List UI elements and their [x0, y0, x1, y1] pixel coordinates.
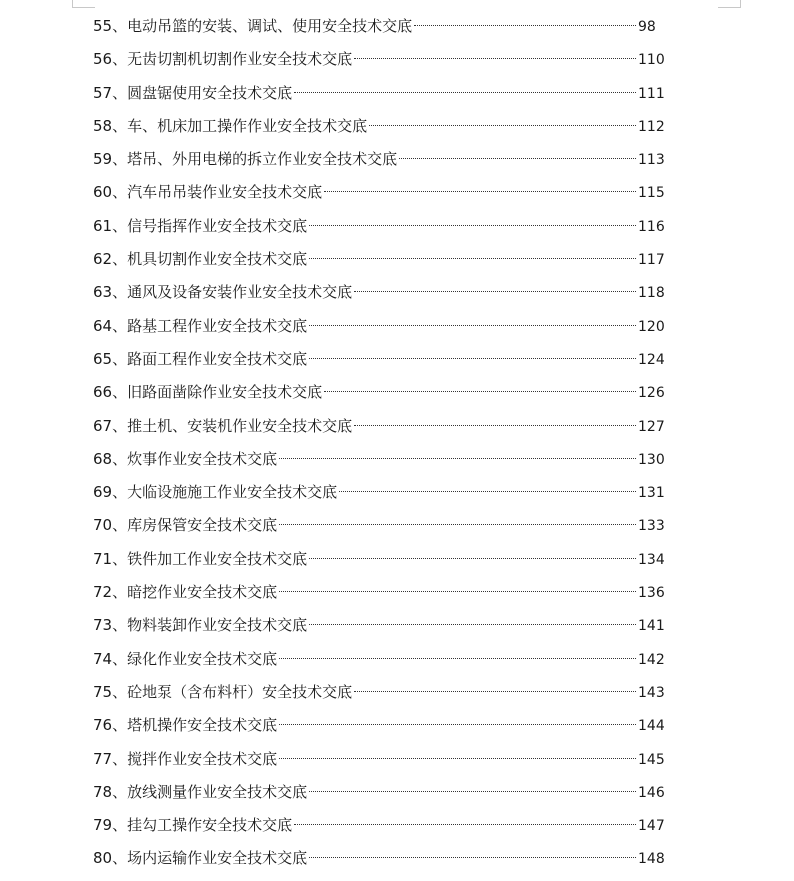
toc-dot-leader — [369, 125, 636, 126]
toc-entry-title: 60、汽车吊吊装作业安全技术交底 — [93, 183, 323, 202]
toc-dot-leader — [279, 591, 636, 592]
crop-mark-left — [72, 0, 95, 8]
toc-page-number: 145 — [638, 751, 665, 768]
toc-page-number: 141 — [638, 618, 665, 635]
toc-entry[interactable] — [93, 809, 668, 842]
toc-entry[interactable] — [93, 110, 668, 143]
toc-dot-leader — [279, 724, 636, 725]
toc-page-number: 146 — [638, 784, 665, 801]
toc-dot-leader — [309, 358, 636, 359]
toc-entry-title: 72、暗挖作业安全技术交底 — [93, 583, 278, 602]
toc-entry-title: 57、圆盘锯使用安全技术交底 — [93, 83, 293, 102]
toc-entry-title: 55、电动吊篮的安装、调试、使用安全技术交底 — [93, 17, 413, 35]
toc-entry-title: 77、搅拌作业安全技术交底 — [93, 749, 278, 768]
toc-entry[interactable] — [93, 842, 668, 875]
toc-page-number: 117 — [638, 252, 665, 269]
toc-page-number: 142 — [638, 651, 665, 668]
toc-entry[interactable] — [93, 77, 668, 110]
toc-dot-leader — [294, 824, 636, 825]
toc-entry[interactable] — [93, 776, 668, 809]
toc-entry[interactable] — [93, 343, 668, 376]
toc-entry[interactable] — [93, 143, 668, 176]
toc-entry-title: 58、车、机床加工操作作业安全技术交底 — [93, 116, 368, 135]
table-of-contents — [93, 10, 668, 876]
toc-page-number: 136 — [638, 585, 665, 602]
toc-page-number: 144 — [638, 718, 665, 735]
toc-entry-title: 69、大临设施施工作业安全技术交底 — [93, 483, 338, 502]
toc-dot-leader — [294, 92, 636, 93]
toc-entry[interactable] — [93, 643, 668, 676]
toc-entry-title: 75、砼地泵（含布料杆）安全技术交底 — [93, 682, 353, 701]
toc-dot-leader — [354, 58, 636, 59]
toc-entry[interactable] — [93, 210, 668, 243]
toc-dot-leader — [309, 624, 636, 625]
toc-entry-title: 65、路面工程作业安全技术交底 — [93, 349, 308, 368]
toc-dot-leader — [279, 458, 636, 459]
toc-entry-title: 74、绿化作业安全技术交底 — [93, 649, 278, 668]
toc-page-number: 98 — [638, 19, 656, 35]
toc-dot-leader — [309, 558, 636, 559]
toc-dot-leader — [354, 691, 636, 692]
toc-page-number: 120 — [638, 318, 665, 335]
crop-mark-right — [718, 0, 741, 8]
toc-dot-leader — [279, 524, 636, 525]
toc-entry[interactable] — [93, 609, 668, 642]
toc-dot-leader — [324, 391, 636, 392]
toc-dot-leader — [309, 258, 636, 259]
toc-page-number: 131 — [638, 485, 665, 502]
toc-page-number: 112 — [638, 118, 665, 135]
toc-entry[interactable] — [93, 176, 668, 209]
toc-entry[interactable] — [93, 676, 668, 709]
toc-page-number: 133 — [638, 518, 665, 535]
toc-entry-title: 78、放线测量作业安全技术交底 — [93, 782, 308, 801]
toc-dot-leader — [354, 425, 636, 426]
toc-entry[interactable] — [93, 543, 668, 576]
toc-entry[interactable] — [93, 376, 668, 409]
toc-entry-title: 59、塔吊、外用电梯的拆立作业安全技术交底 — [93, 150, 398, 169]
toc-entry-title: 68、炊事作业安全技术交底 — [93, 449, 278, 468]
toc-entry[interactable] — [93, 709, 668, 742]
toc-dot-leader — [324, 191, 636, 192]
toc-entry-title: 64、路基工程作业安全技术交底 — [93, 316, 308, 335]
toc-entry-title: 56、无齿切割机切割作业安全技术交底 — [93, 50, 353, 69]
toc-page-number: 111 — [638, 85, 665, 102]
toc-entry[interactable] — [93, 310, 668, 343]
toc-dot-leader — [309, 225, 636, 226]
toc-entry[interactable] — [93, 443, 668, 476]
toc-dot-leader — [339, 491, 636, 492]
toc-dot-leader — [309, 791, 636, 792]
toc-entry[interactable] — [93, 43, 668, 76]
toc-entry-title: 76、塔机操作安全技术交底 — [93, 716, 278, 735]
toc-entry-title: 62、机具切割作业安全技术交底 — [93, 250, 308, 269]
toc-entry[interactable] — [93, 576, 668, 609]
toc-dot-leader — [279, 758, 636, 759]
toc-page-number: 124 — [638, 351, 665, 368]
toc-page-number: 118 — [638, 285, 665, 302]
toc-page-number: 147 — [638, 818, 665, 835]
toc-dot-leader — [354, 291, 636, 292]
toc-entry-title: 73、物料装卸作业安全技术交底 — [93, 616, 308, 635]
toc-entry-title: 70、库房保管安全技术交底 — [93, 516, 278, 535]
toc-entry-title: 66、旧路面凿除作业安全技术交底 — [93, 383, 323, 402]
toc-page-number: 110 — [638, 52, 665, 69]
toc-dot-leader — [399, 158, 636, 159]
toc-dot-leader — [309, 857, 636, 858]
toc-dot-leader — [279, 658, 636, 659]
toc-entry[interactable] — [93, 243, 668, 276]
toc-page-number: 115 — [638, 185, 665, 202]
toc-entry[interactable] — [93, 410, 668, 443]
toc-page-number: 126 — [638, 385, 665, 402]
toc-page-number: 116 — [638, 218, 665, 235]
toc-entry[interactable] — [93, 10, 668, 43]
toc-dot-leader — [309, 325, 636, 326]
toc-entry-title: 63、通风及设备安装作业安全技术交底 — [93, 283, 353, 302]
toc-entry-title: 67、推土机、安装机作业安全技术交底 — [93, 416, 353, 435]
toc-entry-title: 79、挂勾工操作安全技术交底 — [93, 816, 293, 835]
toc-page-number: 130 — [638, 451, 665, 468]
toc-entry[interactable] — [93, 476, 668, 509]
toc-page-number: 143 — [638, 684, 665, 701]
toc-page-number: 134 — [638, 551, 665, 568]
toc-entry[interactable] — [93, 743, 668, 776]
toc-entry-title: 71、铁件加工作业安全技术交底 — [93, 549, 308, 568]
toc-entry[interactable] — [93, 276, 668, 309]
toc-entry[interactable] — [93, 509, 668, 542]
toc-page-number: 148 — [638, 851, 665, 868]
toc-dot-leader — [414, 25, 636, 26]
toc-entry-title: 61、信号指挥作业安全技术交底 — [93, 216, 308, 235]
toc-entry-title: 80、场内运输作业安全技术交底 — [93, 849, 308, 868]
toc-page-number: 113 — [638, 152, 665, 169]
toc-page-number: 127 — [638, 418, 665, 435]
